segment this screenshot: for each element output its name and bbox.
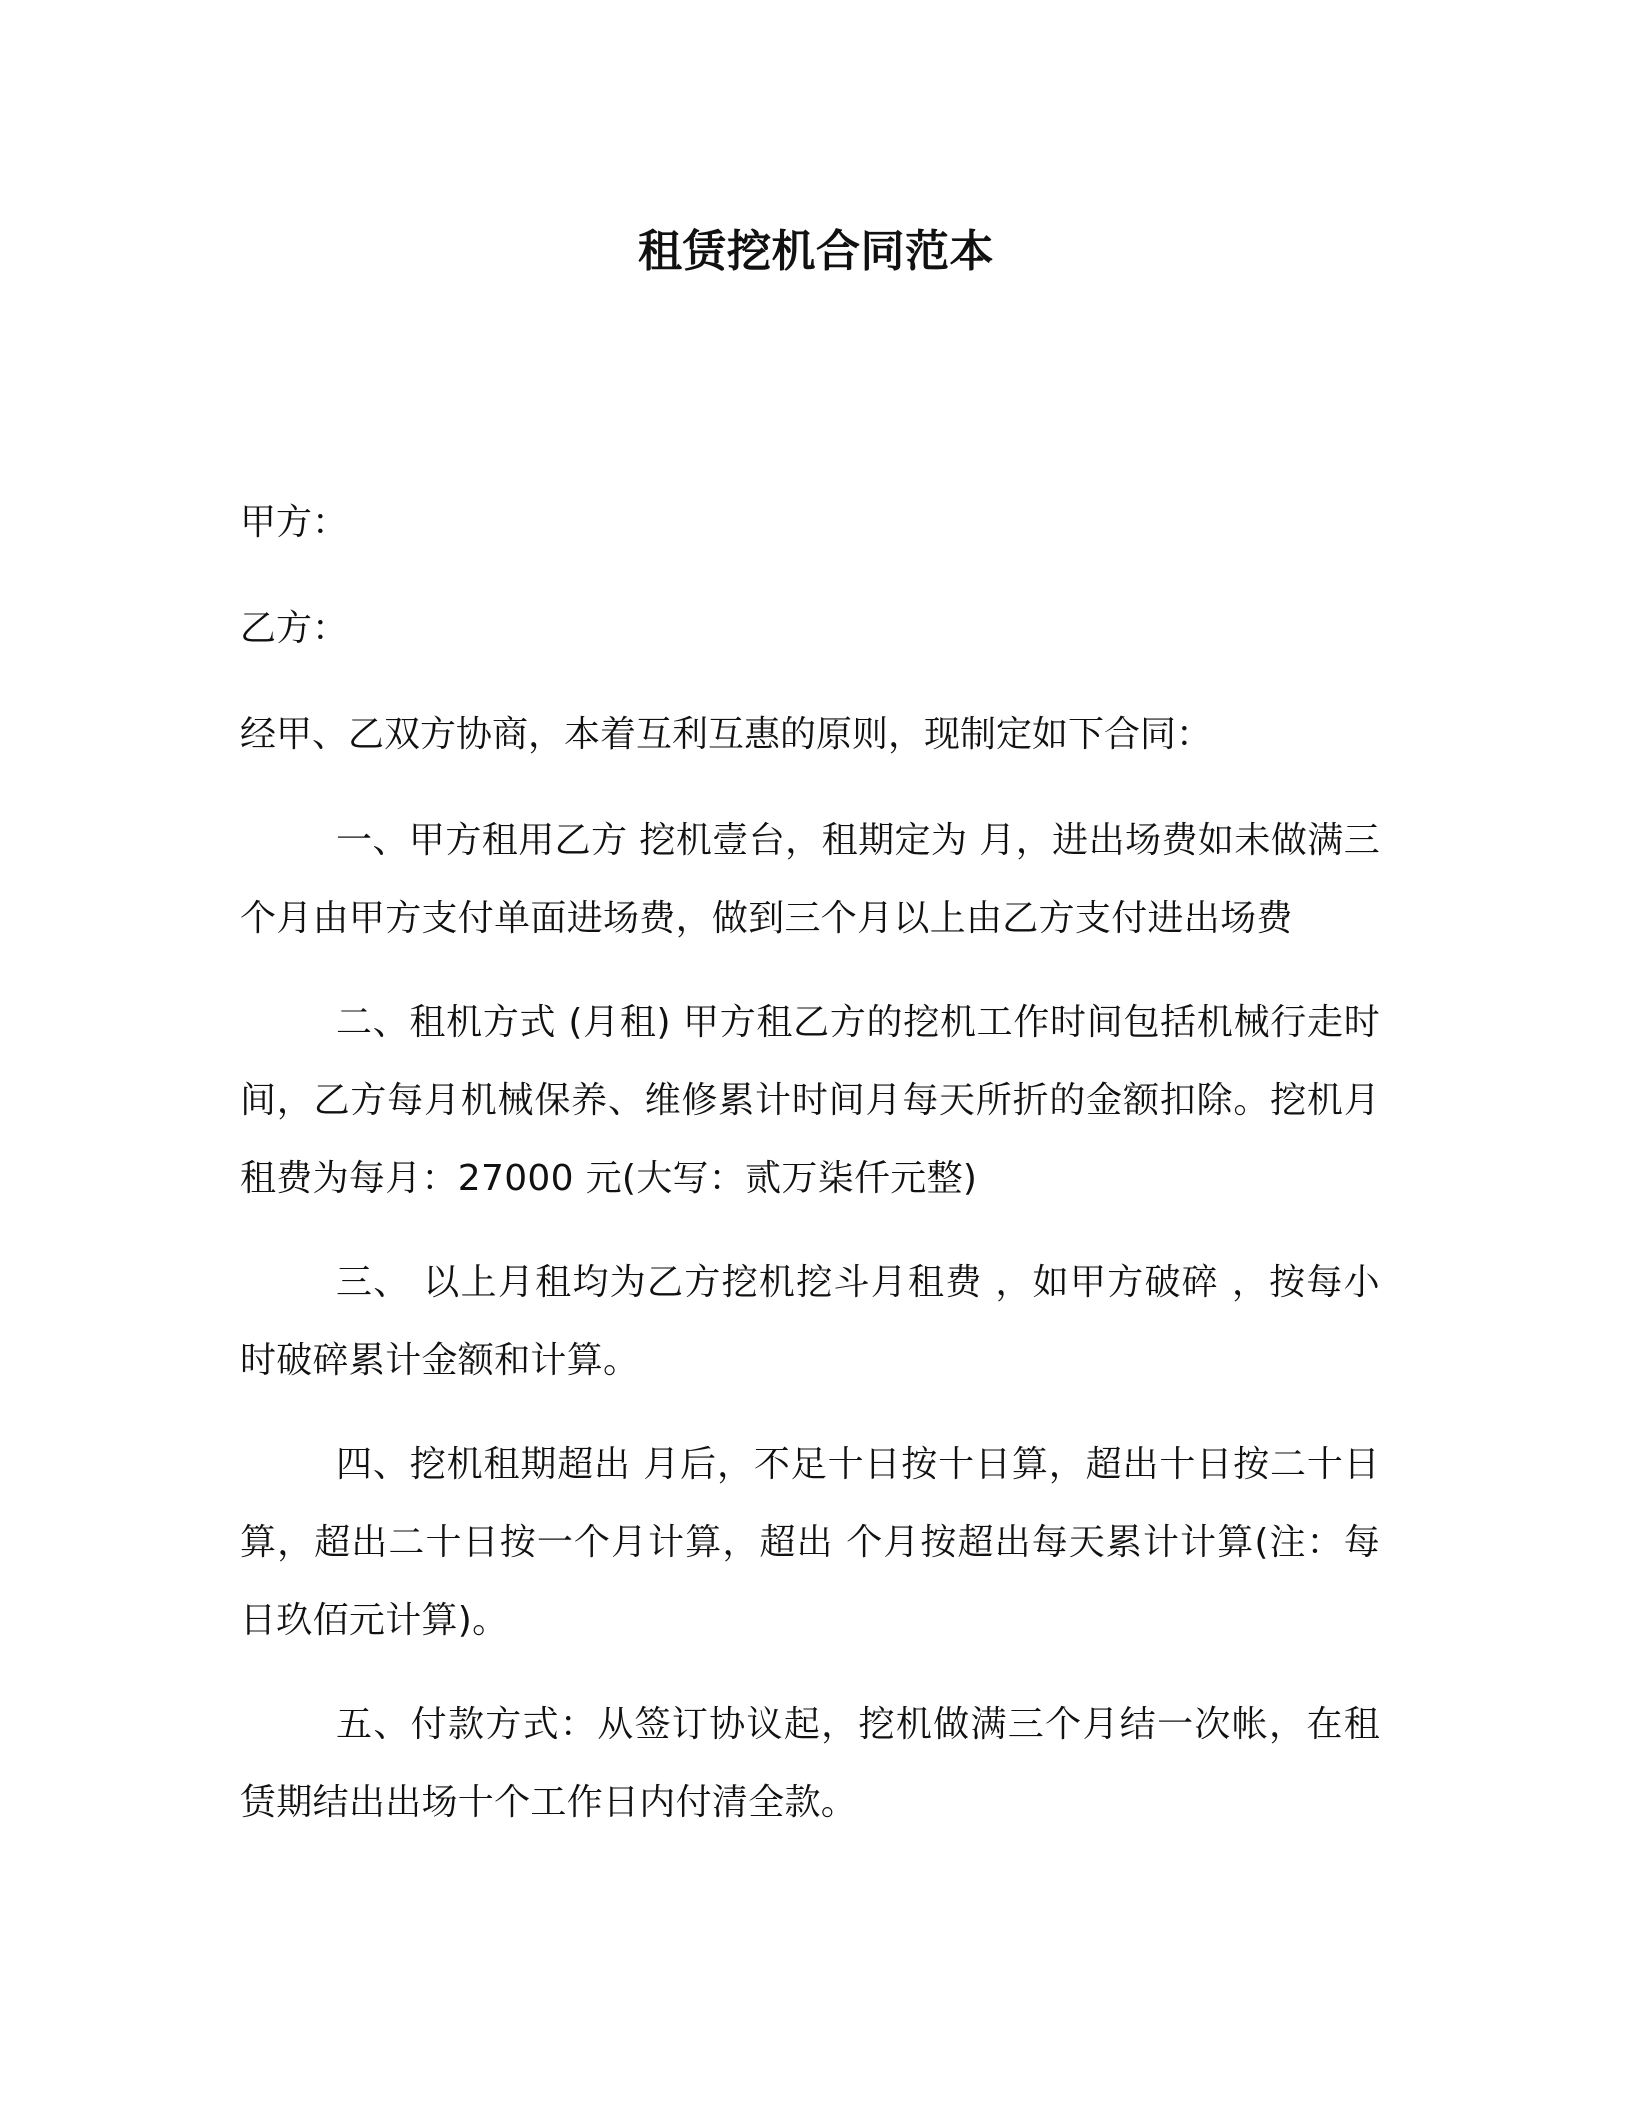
intro-paragraph: 经甲、乙双方协商，本着互利互惠的原则，现制定如下合同： — [240, 714, 1213, 755]
party-b-line: 乙方： — [240, 608, 349, 649]
clause-4: 四、挖机租期超出 月后，不足十日按十日算，超出十日按二十日算，超出二十日按一个月计算，超出 个月按超出每天累计计算(注：每日玖佰元计算)。 — [240, 1444, 1380, 1641]
clause-1: 一、甲方租用乙方 挖机壹台，租期定为 月，进出场费如未做满三个月由甲方支付单面进场费，做到三个月以上由乙方支付进出场费 — [240, 820, 1380, 939]
clause-3: 三、 以上月租均为乙方挖机挖斗月租费 ，如甲方破碎 ，按每小时破碎累计金额和计算。 — [240, 1262, 1380, 1381]
document-title: 租赁挖机合同范本 — [638, 226, 994, 277]
party-a-line: 甲方： — [240, 502, 349, 543]
clause-2: 二、租机方式 (月租) 甲方租乙方的挖机工作时间包括机械行走时间，乙方每月机械保养、维修累计时间月每天所折的金额扣除。挖机月租费为每月：27000 元(大写：贰万柒仟元整) — [240, 1002, 1380, 1199]
clause-5: 五、付款方式：从签订协议起，挖机做满三个月结一次帐，在租赁期结出出场十个工作日内付清全款。 — [240, 1704, 1380, 1823]
